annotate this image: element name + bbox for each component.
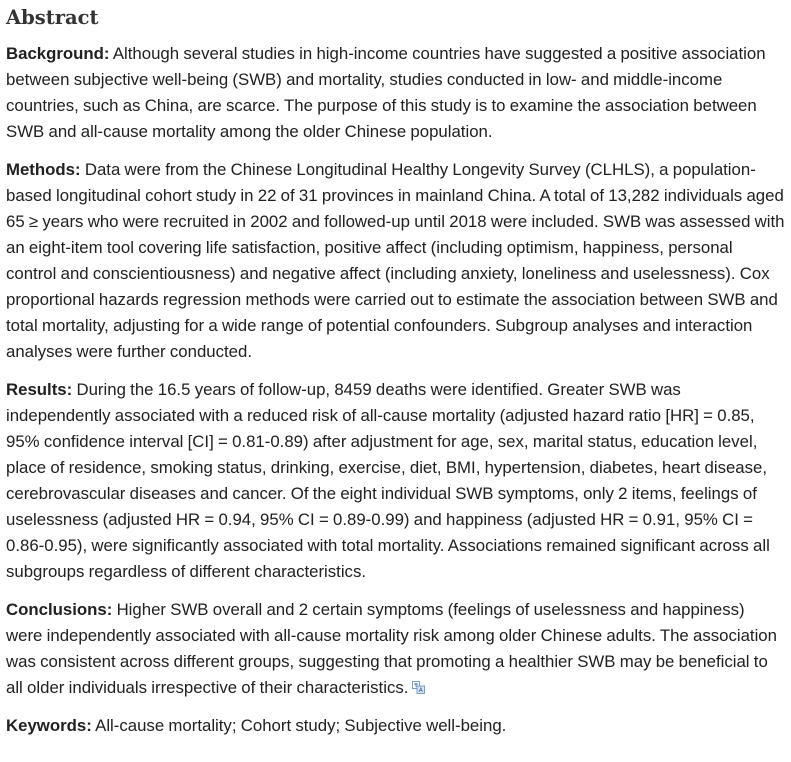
abstract-heading: Abstract: [6, 6, 99, 29]
background-text: Although several studies in high-income countries have suggested a positive association between subjective well-being (SWB) and mortality, studies conducted in low- and middle-income countries, such as China, are scarce. The purpose of this study is to examine the association between SWB and all-cause mortality among the older Chinese population.: [6, 44, 766, 141]
results-label: Results:: [6, 380, 73, 399]
keywords-label: Keywords:: [6, 716, 92, 735]
conclusions-text: Higher SWB overall and 2 certain symptoms (feelings of uselessness and happiness) were independently associated with all-cause mortality risk among older Chinese adults. The association was consistent across different groups, suggesting that promoting a healthier SWB may be beneficial to all older individuals irrespective of their characteristics.: [6, 600, 777, 697]
keywords-paragraph: [6, 713, 785, 739]
keywords-text: All-cause mortality; Cohort study; Subjective well-being.: [95, 716, 507, 735]
results-text: During the 16.5 years of follow-up, 8459 deaths were identified. Greater SWB was independently associated with a reduced risk of all-cause mortality (adjusted hazard ratio [HR] = 0.85, 95% confidence interval [CI] = 0.81-0.89) after adjustment for age, sex, marital status, education level, place of residence, smoking status, drinking, exercise, diet, BMI, hypertension, diabetes, heart disease, cerebrovascular diseases and cancer. Of the eight individual SWB symptoms, only 2 items, feelings of uselessness (adjusted HR = 0.94, 95% CI = 0.89-0.99) and happiness (adjusted HR = 0.91, 95% CI = 0.86-0.95), were significantly associated with total mortality. Associations remained significant across all subgroups regardless of different characteristics.: [6, 380, 770, 581]
conclusions-paragraph: [6, 597, 785, 701]
results-paragraph: [6, 377, 785, 585]
conclusions-label: Conclusions:: [6, 600, 113, 619]
methods-text: Data were from the Chinese Longitudinal Healthy Longevity Survey (CLHLS), a population-based longitudinal cohort study in 22 of 31 provinces in mainland China. A total of 13,282 individuals aged 65 ≥ years who were recruited in 2002 and followed-up until 2018 were included. SWB was assessed with an eight-item tool covering life satisfaction, positive affect (including optimism, happiness, personal control and conscientiousness) and negative affect (including anxiety, loneliness and uselessness). Cox proportional hazards regression methods were carried out to estimate the association between SWB and total mortality, adjusting for a wide range of potential confounders. Subgroup analyses and interaction analyses were further conducted.: [6, 160, 785, 361]
background-paragraph: [6, 41, 785, 145]
methods-paragraph: [6, 157, 785, 365]
methods-label: Methods:: [6, 160, 81, 179]
background-label: Background:: [6, 44, 110, 63]
translate-icon[interactable]: [412, 676, 425, 689]
